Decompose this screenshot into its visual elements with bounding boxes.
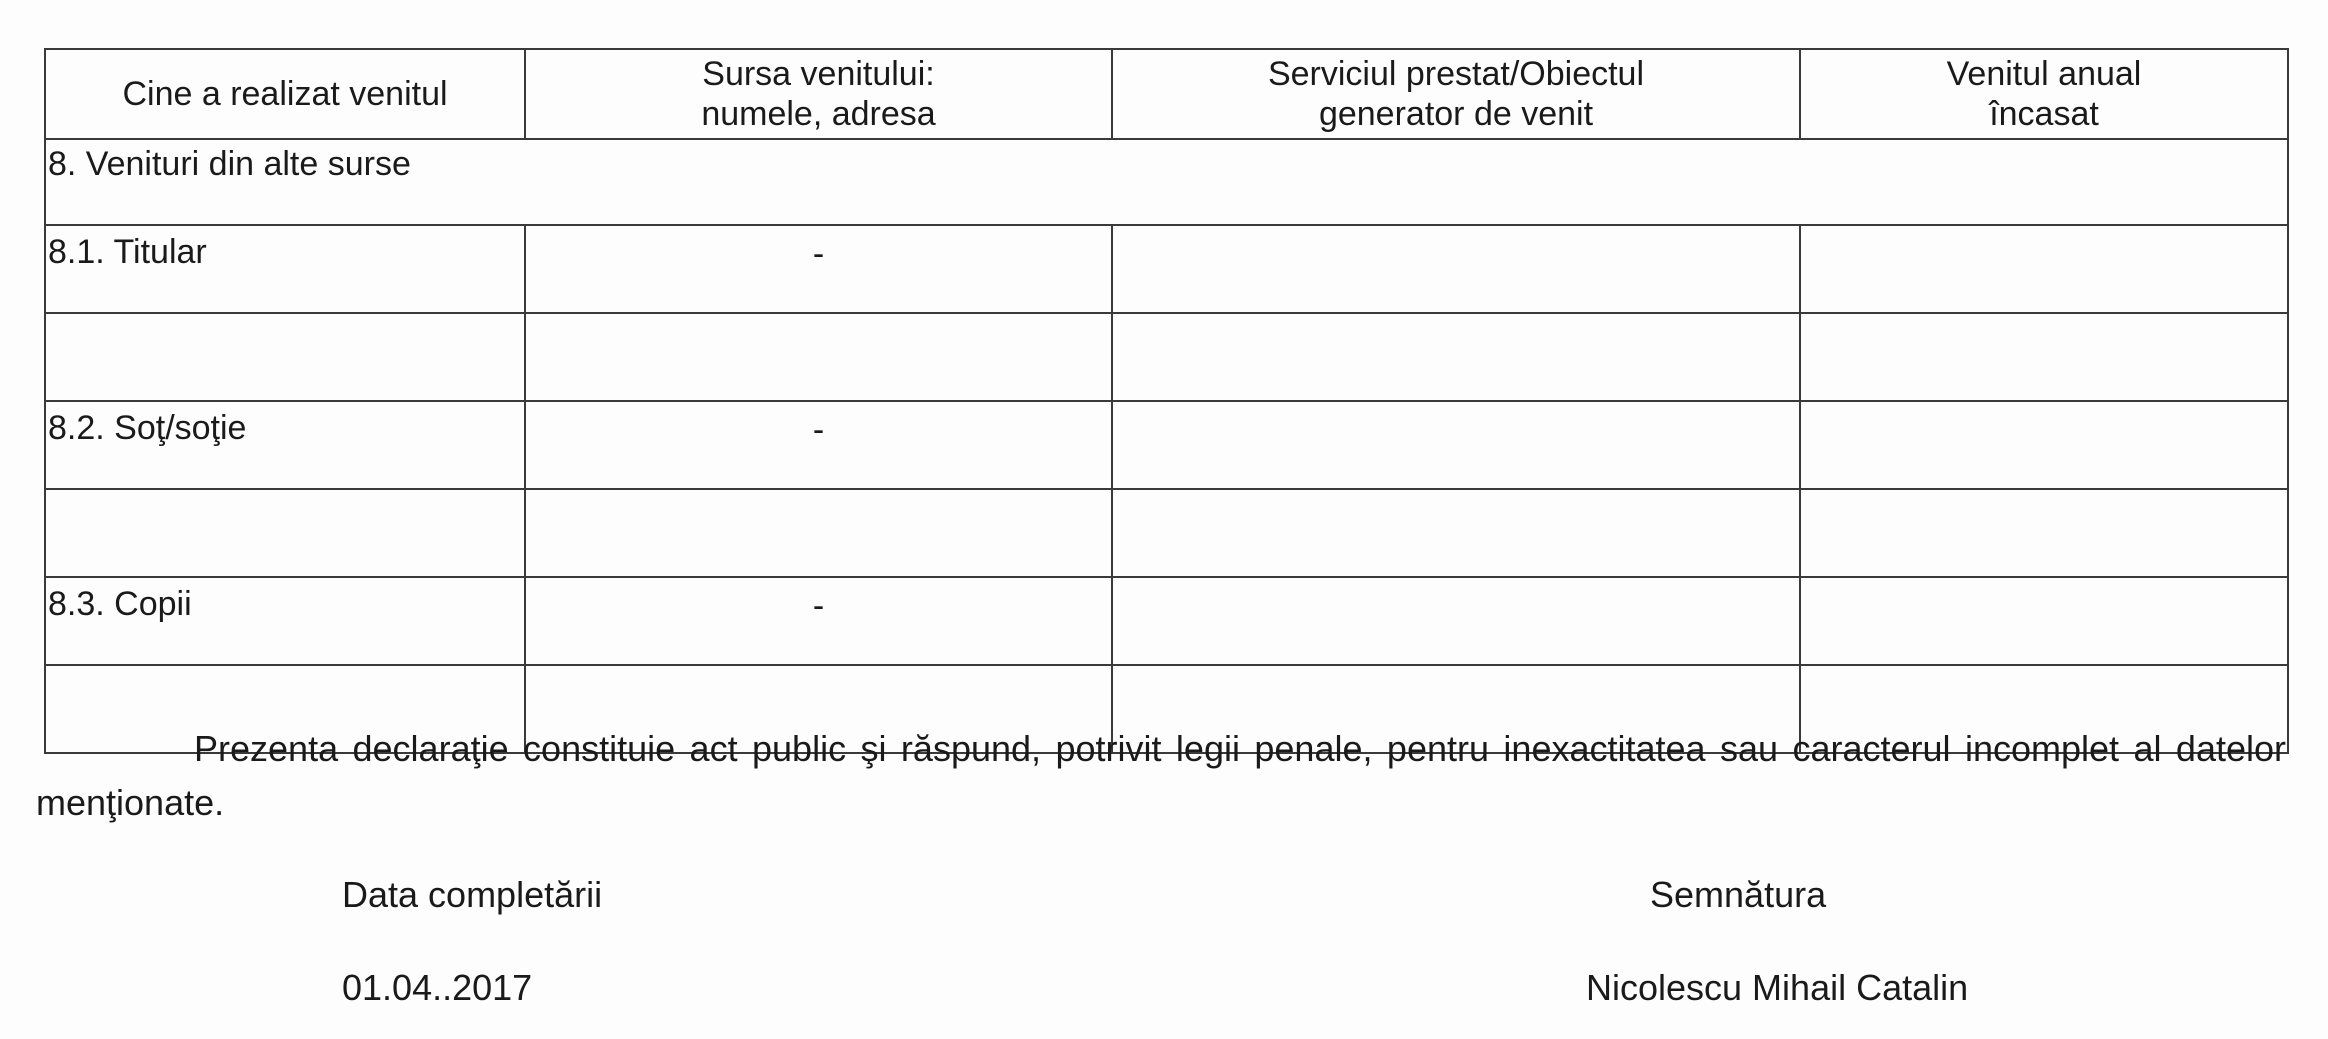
date-label: Data completării	[342, 874, 603, 915]
cell-source: -	[525, 577, 1112, 665]
section-row	[45, 139, 2288, 225]
cell-source	[525, 313, 1112, 401]
cell-income	[1800, 313, 2288, 401]
cell-who	[45, 313, 525, 401]
cell-who: 8.1. Titular	[45, 225, 525, 313]
signature-label: Semnătura	[1650, 874, 1827, 915]
section-title: 8. Venituri din alte surse	[45, 139, 2288, 225]
cell-source	[525, 489, 1112, 577]
table-row	[45, 577, 2288, 665]
header-source-line-1: Sursa venitului:	[702, 55, 935, 93]
cell-income	[1800, 401, 2288, 489]
header-service-line-2: generator de venit	[1318, 95, 1594, 133]
date-value: 01.04..2017	[342, 967, 533, 1008]
cell-who: 8.2. Soţ/soţie	[45, 401, 525, 489]
header-service	[1112, 49, 1800, 139]
cell-service	[1112, 401, 1800, 489]
table-header-row	[45, 49, 2288, 139]
cell-service	[1112, 489, 1800, 577]
header-income-line-2: încasat	[1989, 95, 2099, 133]
declaration-text: Prezenta declaraţie constituie act public şi răspund, potrivit legii penale, pentru inexactitatea sau caracterul incomplet al datelor menţionate.	[36, 728, 2286, 823]
cell-income	[1800, 489, 2288, 577]
cell-source: -	[525, 401, 1112, 489]
header-who-line-1: Cine a realizat venitul	[122, 75, 448, 113]
cell-income	[1800, 225, 2288, 313]
header-income-line-1: Venitul anual	[1946, 55, 2142, 93]
cell-service	[1112, 313, 1800, 401]
header-source-line-2: numele, adresa	[701, 95, 936, 133]
signature-name: Nicolescu Mihail Catalin	[1586, 967, 1969, 1008]
cell-who: 8.3. Copii	[45, 577, 525, 665]
table-row	[45, 489, 2288, 577]
table-row	[45, 313, 2288, 401]
cell-service	[1112, 577, 1800, 665]
header-income	[1800, 49, 2288, 139]
cell-service	[1112, 225, 1800, 313]
table-row	[45, 225, 2288, 313]
header-who	[45, 49, 525, 139]
header-service-line-1: Serviciul prestat/Obiectul	[1267, 55, 1645, 93]
cell-income	[1800, 577, 2288, 665]
table-row	[45, 401, 2288, 489]
cell-who	[45, 489, 525, 577]
header-source	[525, 49, 1112, 139]
cell-source: -	[525, 225, 1112, 313]
income-table	[44, 48, 2289, 754]
